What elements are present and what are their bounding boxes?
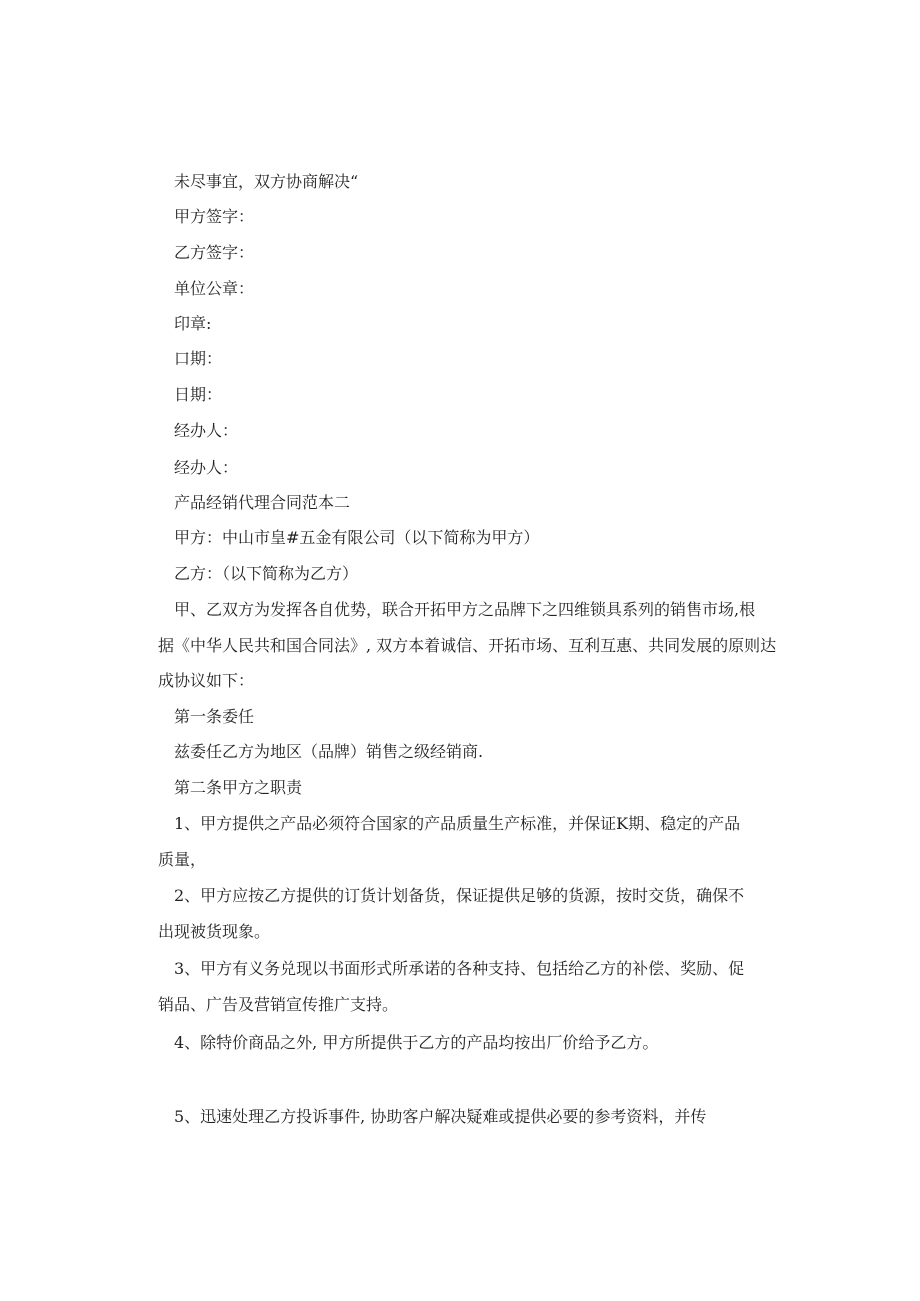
text-line-unit-seal: 单位公章： xyxy=(174,279,255,298)
text-line-party-b-signature: 乙方签字： xyxy=(174,243,255,262)
text-line-unresolved-matters: 未尽事宜，双方协商解决“ xyxy=(174,172,359,191)
article-1-text: 兹委任乙方为地区（品牌）销售之级经销商. xyxy=(174,742,484,761)
text-line-handler-1: 经办人： xyxy=(174,421,239,440)
text-line-party-b: 乙方：（以下简称为乙方） xyxy=(174,564,359,583)
item-1-line-1: 1、甲方提供之产品必须符合国家的产品质量生产标准，并保证K期、稳定的产品 xyxy=(174,814,741,833)
item-3-line-2: 销品、广告及营销宣传推广支持。 xyxy=(158,995,399,1014)
item-5-line-1: 5、迅速处理乙方投诉事件, 协助客户解决疑难或提供必要的参考资料，并传 xyxy=(174,1107,707,1126)
intro-line-3: 成协议如下： xyxy=(158,671,255,690)
item-1-line-2: 质量， xyxy=(158,850,207,869)
item-2-line-2: 出现被货现象。 xyxy=(158,922,271,941)
section-title-contract-two: 产品经销代理合同范本二 xyxy=(174,493,351,512)
item-4-line-1: 4、除特价商品之外, 甲方所提供于乙方的产品均按出厂价给予乙方。 xyxy=(174,1033,659,1052)
text-line-date-2: 日期： xyxy=(174,385,223,404)
item-2-line-1: 2、甲方应按乙方提供的订货计划备货，保证提供足够的货源，按时交货，确保不 xyxy=(174,886,745,905)
item-3-line-1: 3、甲方有义务兑现以书面形式所承诺的各种支持、包括给乙方的补偿、奖励、促 xyxy=(174,959,745,978)
intro-line-2: 据《中华人民共和国合同法》, 双方本着诚信、开拓市场、互利互惠、共同发展的原则达 xyxy=(158,636,777,655)
article-1-title: 第一条委任 xyxy=(174,707,255,726)
text-line-party-a-signature: 甲方签字： xyxy=(174,207,255,226)
text-line-party-a: 甲方：中山市皇#五金有限公司（以下简称为甲方） xyxy=(174,528,540,547)
text-line-date-1: 口期： xyxy=(174,349,223,368)
article-2-title: 第二条甲方之职责 xyxy=(174,778,303,797)
text-line-handler-2: 经办人： xyxy=(174,458,239,477)
intro-line-1: 甲、乙双方为发挥各自优势，联合开拓甲方之品牌下之四维锁具系列的销售市场,根 xyxy=(174,600,756,619)
text-line-stamp: 印章: xyxy=(174,314,212,333)
